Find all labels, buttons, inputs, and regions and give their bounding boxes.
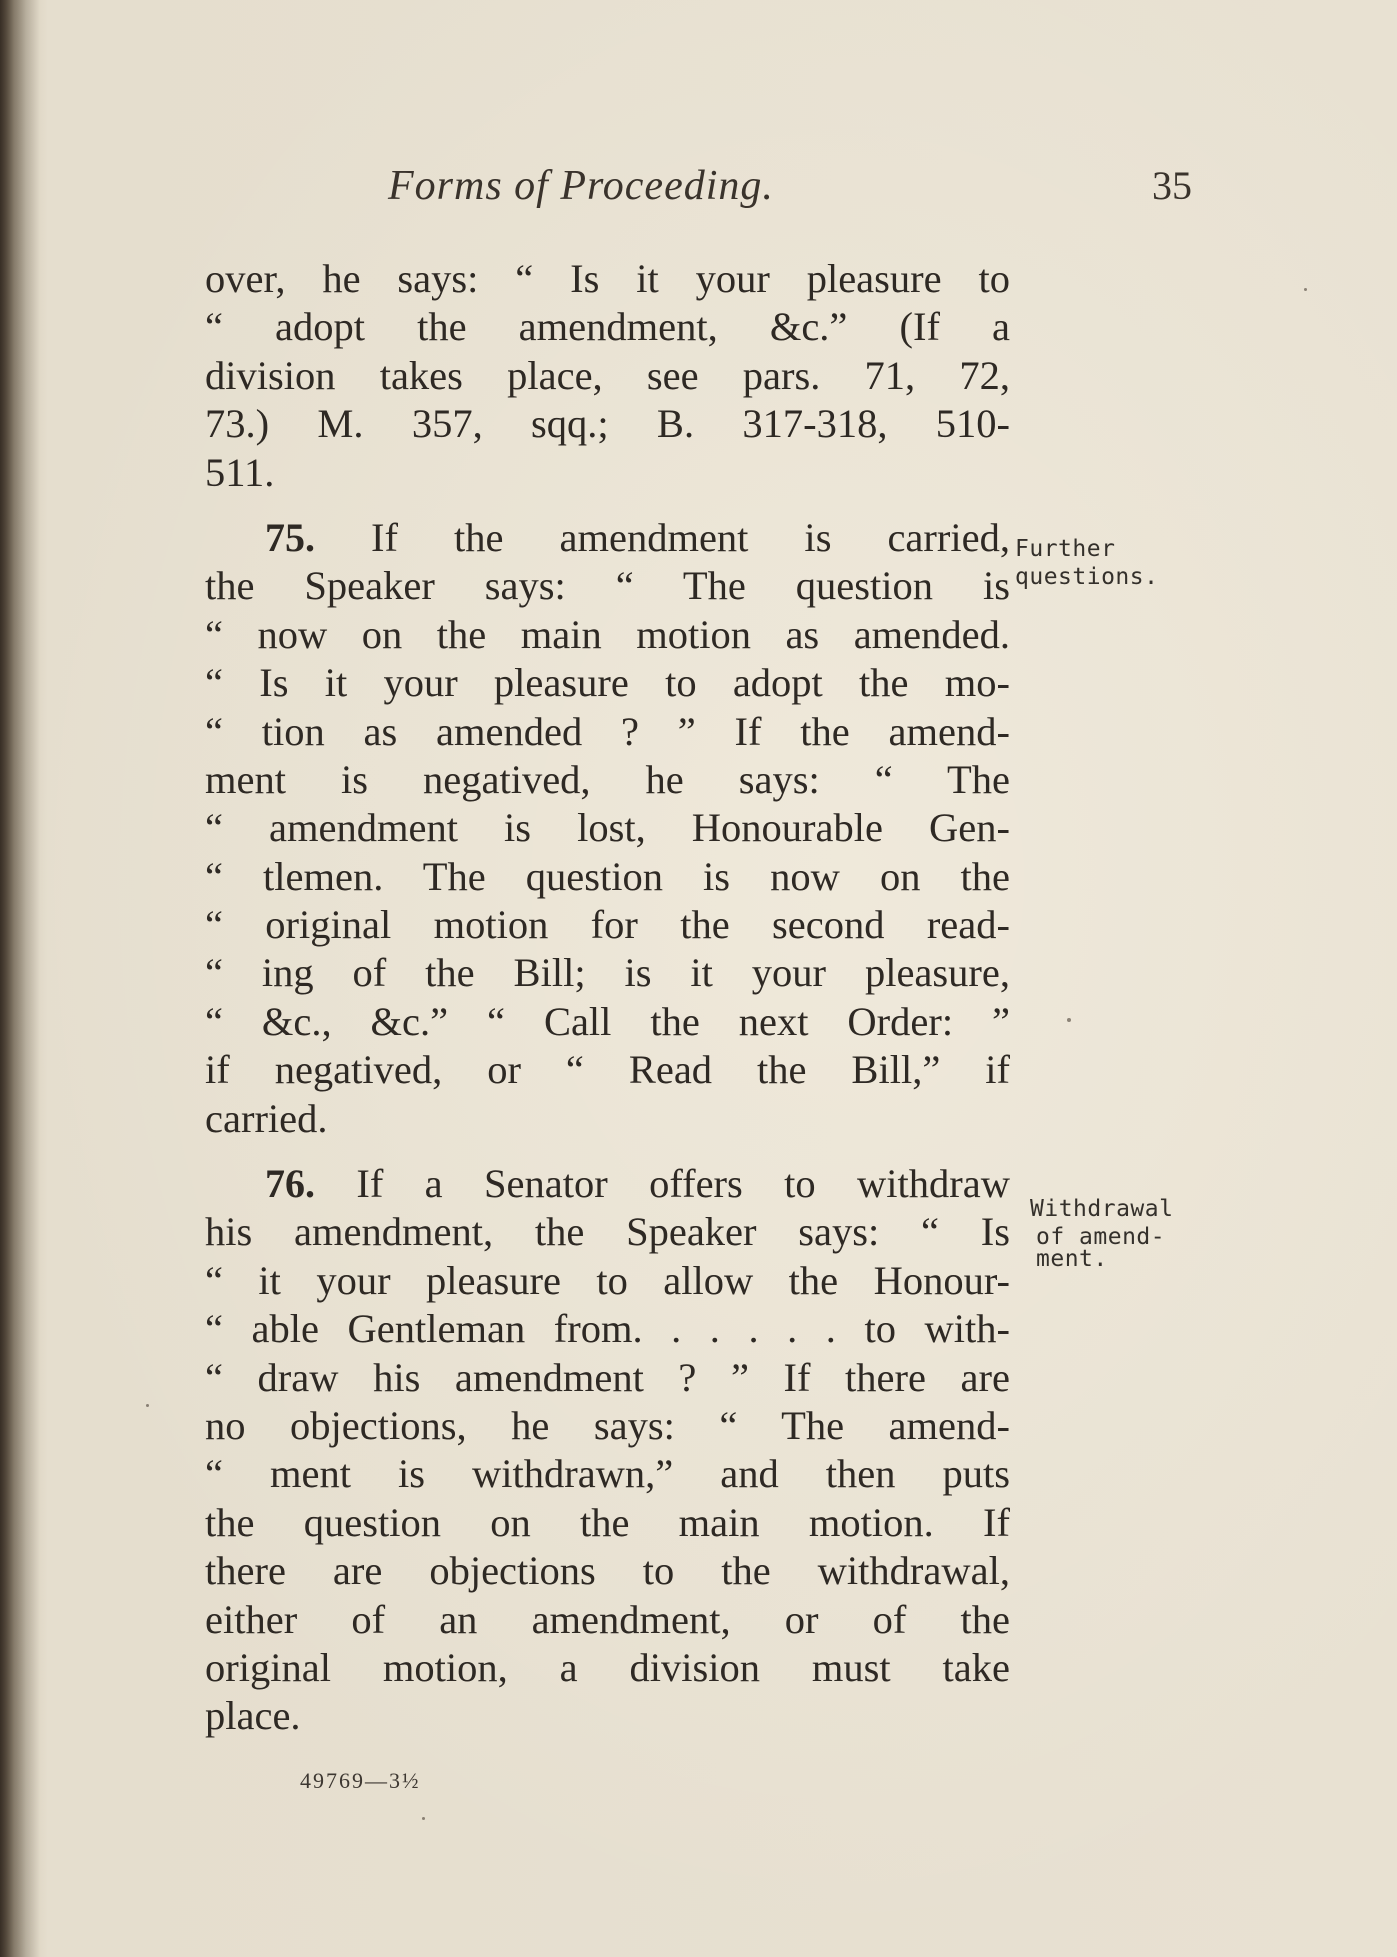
text-line: “ Is it your pleasure to adopt the mo- xyxy=(205,660,1010,706)
text-line: “ able Gentleman from. . . . . . to with- xyxy=(205,1306,1010,1352)
text-line: over, he says: “ Is it your pleasure to xyxy=(205,256,1010,301)
text-line: if negatived, or “ Read the Bill,” if xyxy=(205,1047,1010,1093)
margin-note-line: Further xyxy=(1015,536,1116,562)
page-header xyxy=(0,162,1397,212)
margin-note-line: ment. xyxy=(1036,1246,1108,1272)
body-text xyxy=(205,255,1010,1741)
paper-speck xyxy=(1067,1018,1071,1022)
text-line: “ adopt the amendment, &c.” (If a xyxy=(205,304,1010,350)
margin-note-withdrawal xyxy=(1030,1195,1173,1273)
text-line: “ tion as amended ? ” If the amend- xyxy=(205,708,1010,754)
text-line: 511. xyxy=(205,449,275,495)
text-line: the question on the main motion. If xyxy=(205,1499,1010,1545)
text-line: place. xyxy=(205,1693,301,1739)
text-line: ment is negatived, he says: “ The xyxy=(205,756,1010,802)
running-head: Forms of Proceeding. xyxy=(388,163,774,209)
text-line: “ &c., &c.” “ Call the next Order: ” xyxy=(205,998,1010,1044)
text-line: “ amendment is lost, Honourable Gen- xyxy=(205,805,1010,851)
paper-speck xyxy=(422,1817,425,1820)
text-line: original motion, a division must take xyxy=(205,1644,1010,1690)
text-line: 73.) M. 357, sqq.; B. 317-318, 510- xyxy=(205,401,1010,447)
paragraph-number: 75. xyxy=(265,514,315,560)
text-line: division takes place, see pars. 71, 72, xyxy=(205,352,1010,398)
margin-note-line: Withdrawal xyxy=(1030,1196,1174,1222)
binding-gutter xyxy=(0,0,40,1957)
text-line: If the amendment is carried, xyxy=(315,514,1010,560)
margin-note-line: questions. xyxy=(1015,564,1159,590)
text-line: his amendment, the Speaker says: “ Is xyxy=(205,1209,1010,1255)
text-line: either of an amendment, or of the xyxy=(205,1596,1010,1642)
text-line: no objections, he says: “ The amend- xyxy=(205,1402,1010,1448)
text-line: the Speaker says: “ The question is xyxy=(205,563,1010,609)
paragraph-75-first-line xyxy=(205,514,1010,562)
paper-speck xyxy=(1304,288,1307,291)
text-line: “ now on the main motion as amended. xyxy=(205,611,1010,657)
page-number: 35 xyxy=(1152,163,1192,208)
margin-note-further-questions xyxy=(1015,535,1158,591)
margin-note-line: of amend- xyxy=(1036,1224,1166,1250)
paragraph-76-first-line xyxy=(205,1160,1010,1208)
text-line: “ ment is withdrawn,” and then puts xyxy=(205,1451,1010,1497)
text-line: “ original motion for the second read- xyxy=(205,902,1010,948)
text-line: “ draw his amendment ? ” If there are xyxy=(205,1354,1010,1400)
printer-signature: 49769—3½ xyxy=(300,1768,421,1793)
text-line: If a Senator offers to withdraw xyxy=(315,1161,1010,1207)
text-line: there are objections to the withdrawal, xyxy=(205,1548,1010,1594)
text-line: “ tlemen. The question is now on the xyxy=(205,853,1010,899)
paragraph-number: 76. xyxy=(265,1161,315,1207)
text-line: “ it your pleasure to allow the Honour- xyxy=(205,1257,1010,1303)
text-line: carried. xyxy=(205,1095,328,1141)
text-line: “ ing of the Bill; is it your pleasure, xyxy=(205,950,1010,996)
paper-speck xyxy=(146,1404,149,1407)
